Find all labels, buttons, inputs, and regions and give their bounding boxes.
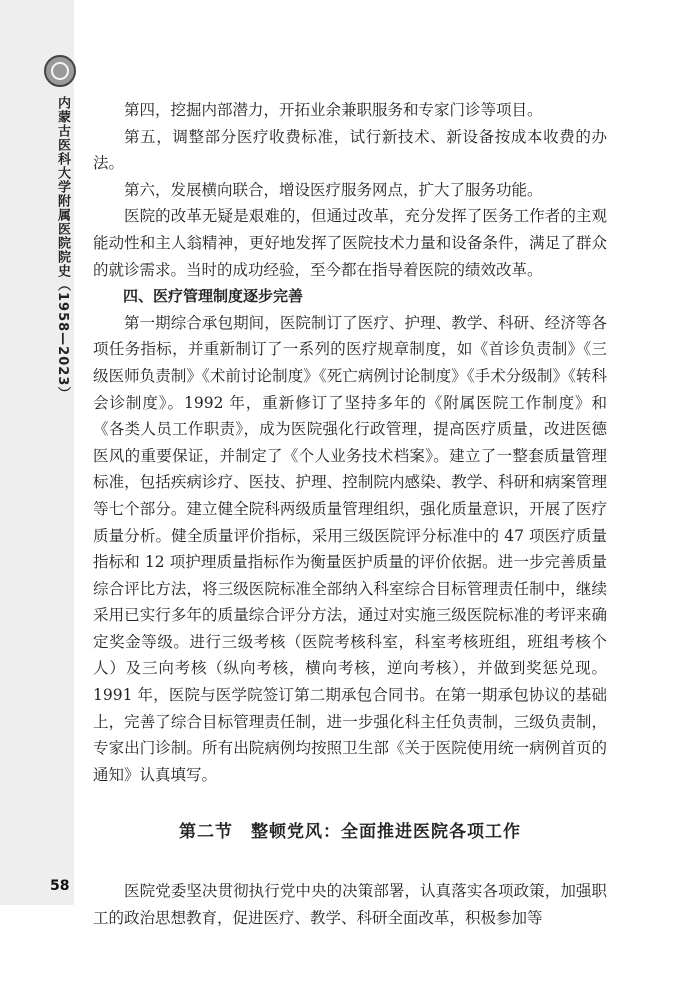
university-logo-icon	[44, 55, 76, 87]
subheading: 四、医疗管理制度逐步完善	[123, 287, 304, 306]
paragraph: 第五，调整部分医疗收费标准，试行新技术、新设备按成本收费的办法。	[93, 127, 607, 173]
page-number: 58	[50, 878, 70, 894]
paragraph: 第六，发展横向联合，增设医疗服务网点，扩大了服务功能。	[124, 180, 543, 199]
book-title: 内蒙古医科大学附属医院院史（1958—2023）	[55, 96, 70, 401]
paragraph: 第四，挖掘内部潜力，开拓业余兼职服务和专家门诊等项目。	[124, 101, 543, 119]
paragraph: 第一期综合承包期间，医院制订了医疗、护理、教学、科研、经济等各项任务指标，并重新制订了一系列的医疗规章制度，如《首诊负责制》《三级医师负责制》《术前讨论制度》《死亡病例讨论制度》《手术分级制》《转科会诊制度》。1992 年，重新修订了坚持多年的《附属医院工作制度》和《各类人员工作职责》，成为医院强化行政管理，提高医疗质量，改进医德医风的重要保证，并制定了《个人业务技术档案》。建立了一整套质量管理标准，包括疾病诊疗、医技、护理、控制院内感染、教学、科研和病案管理等七个部分。建立健全院科两级质量管理组织，强化质量意识，开展了医疗质量分析。健全质量评价指标，采用三级医院评分标准中的 47 项医疗质量指标和 12 项护理质量指标作为衡量医护质量的评价依据。进一步完善质量综合评比方法，将三级医院标准全部纳入科室综合目标管理责任制中，继续采用已实行多年的质量综合评分方法，通过对实施三级医院标准的考评来确定奖金等级。进行三级考核（医院考核科室，科室考核班组，班组考核个人）及三向考核（纵向考核，横向考核，逆向考核），并做到奖惩兑现。1991 年，医院与医学院签订第二期承包合同书。在第一期承包协议的基础上，完善了综合目标管理责任制，进一步强化科主任负责制，三级负责制，专家出门诊制。所有出院病例均按照卫生部《关于医院使用统一病例首页的通知》认真填写。	[93, 313, 607, 784]
paragraph: 医院的改革无疑是艰难的，但通过改革，充分发挥了医务工作者的主观能动性和主人翁精神，更好地发挥了医院技术力量和设备条件，满足了群众的就诊需求。当时的成功经验，至今都在指导着医院的绩效改革。	[93, 207, 607, 279]
sidebar	[0, 0, 74, 905]
page-body	[93, 97, 607, 932]
section-title: 第二节 整顿党风：全面推进医院各项工作	[179, 822, 521, 843]
paragraph: 医院党委坚决贯彻执行党中央的决策部署，认真落实各项政策，加强职工的政治思想教育，促进医疗、教学、科研全面改革，积极参加等	[93, 882, 607, 928]
